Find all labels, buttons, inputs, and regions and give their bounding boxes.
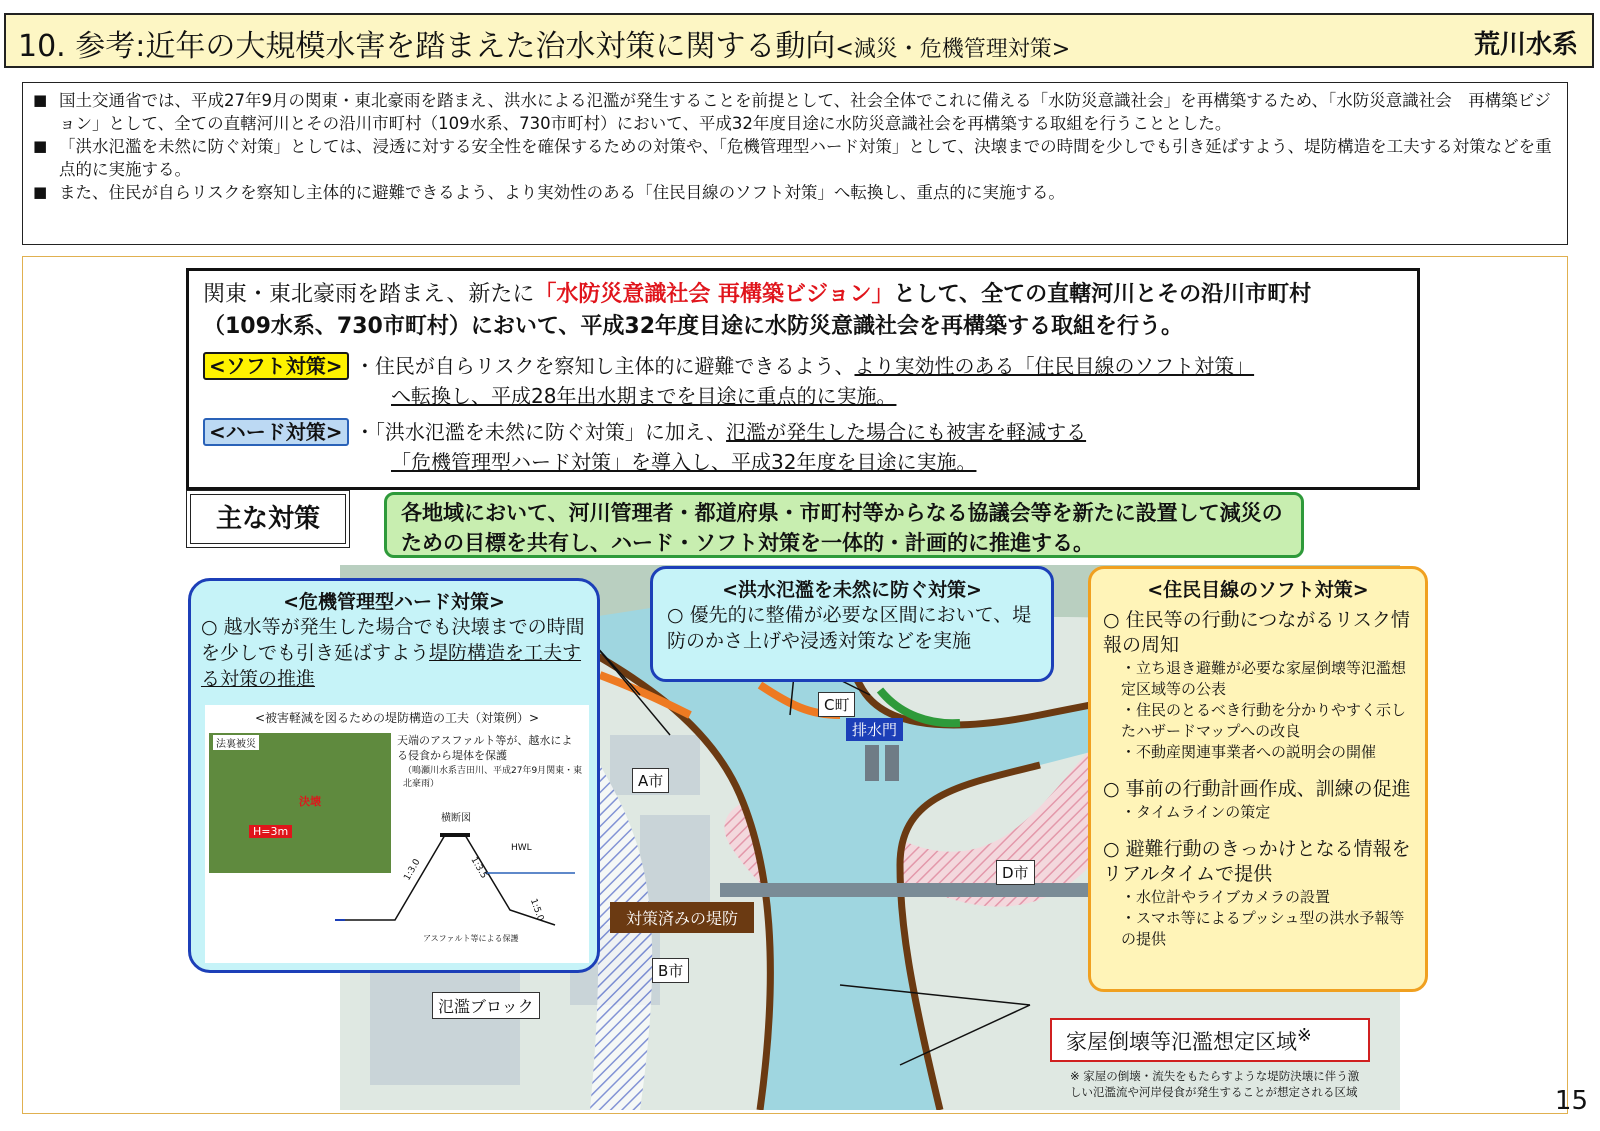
council-box: 各地域において、河川管理者・都道府県・市町村等からなる協議会等を新たに設置して減災のための目標を共有し、ハード・ソフト対策を一体的・計画的に推進する。: [384, 492, 1304, 558]
soft-heading: ○ 事前の行動計画作成、訓練の促進: [1103, 778, 1411, 800]
photo-source: （鳴瀬川水系吉田川、平成27年9月関東・東北豪雨）: [403, 766, 583, 789]
photo-label: 法裏被災: [213, 735, 259, 750]
vision-text: 関東・東北豪雨を踏まえ、新たに: [203, 282, 535, 307]
map-label-flood-block: 氾濫ブロック: [432, 992, 540, 1019]
soft-measure-tag: <ソフト対策>: [203, 352, 349, 380]
page-title: [18, 21, 1070, 65]
soft-measure-text: より実効性のある「住民目線のソフト対策」: [854, 354, 1255, 378]
soft-item: ・スマホ等によるプッシュ型の洪水予報等の提供: [1121, 909, 1405, 948]
levee-structure-figure: [205, 705, 589, 963]
main-measures-label: 主な対策: [190, 494, 346, 544]
soft-heading: ○ 避難行動のきっかけとなる情報をリアルタイムで提供: [1103, 838, 1411, 885]
crisis-hard-title: <危機管理型ハード対策>: [283, 591, 505, 613]
map-label-drain-gate: 排水門: [846, 718, 903, 741]
vision-text: （109水系、730市町村）において、平成32年度目途に水防災意識社会を再構築する取組を行う。: [203, 314, 1184, 339]
house-zone-note: ※ 家屋の倒壊・流失をもたらすような堤防決壊に伴う激しい氾濫流や河岸侵食が発生することが想定される区域: [1070, 1069, 1360, 1099]
house-collapse-zone-label: [1050, 1018, 1370, 1062]
house-zone-mark: ※: [1297, 1026, 1312, 1046]
vision-title-red: 「水防災意識社会 再構築ビジョン」: [534, 282, 894, 307]
map-label-d-city: D市: [996, 860, 1035, 885]
hard-measure-text: 「危機管理型ハード対策」を導入し、平成32年度を目途に実施。: [391, 450, 977, 474]
house-zone-text: 家屋倒壊等氾濫想定区域: [1066, 1030, 1297, 1054]
summary-bullet: ■ また、住民が自らリスクを察知し主体的に避難できるよう、より実効性のある「住民目線のソフト対策」へ転換し、重点的に実施する。: [33, 181, 1557, 204]
vision-box: [186, 268, 1420, 490]
asphalt-label: アスファルト等による保護: [423, 934, 519, 943]
map-label-c-town: C町: [818, 692, 855, 717]
slope-label: 1:5.0: [527, 897, 546, 923]
map-label-levee: 対策済みの堤防: [610, 902, 754, 933]
river-system-label: 荒川水系: [1473, 30, 1578, 60]
soft-item: ・不動産関連事業者への説明会の開催: [1121, 743, 1377, 761]
summary-box: [22, 82, 1568, 245]
crisis-hard-text: [201, 614, 587, 692]
map-label-a-city: A市: [632, 768, 669, 793]
slope-label: 1:3.5: [468, 855, 489, 881]
soft-item: ・タイムラインの策定: [1121, 803, 1271, 821]
hard-measure-row: [203, 417, 1086, 477]
height-label: H=3m: [249, 825, 292, 838]
photo-caption: 天端のアスファルト等が、越水による侵食から堤体を保護: [397, 734, 573, 762]
page-number: 15: [1554, 1086, 1588, 1116]
crisis-hard-measure-box: [188, 578, 600, 973]
photo-red-label: 決壊: [299, 795, 321, 808]
soft-item: ・水位計やライブカメラの設置: [1121, 888, 1330, 906]
summary-bullet: ■ 国土交通省では、平成27年9月の関東・東北豪雨を踏まえ、洪水による氾濫が発生することを前提として、社会全体でこれに備える「水防災意識社会」を再構築するため、「水防災意識社会 再構築ビジョン」として、全ての直轄河川とその沿川市町村（109水系、730市町村）において、平成32年度目途に水防災意識社会を再構築する取組を行うこととした。: [33, 89, 1557, 135]
soft-measure-row: [203, 351, 1254, 411]
summary-bullet: ■ 「洪水氾濫を未然に防ぐ対策」としては、浸透に対する安全性を確保するための対策や、「危機管理型ハード対策」として、決壊までの時間を少しでも引き延ばすよう、堤防構造を工夫する対策などを重点的に実施する。: [33, 135, 1557, 181]
crisis-hard-text-b: 堤防構造を工夫する対策の推進: [201, 642, 582, 690]
soft-item: ・立ち退き避難が必要な家屋倒壊等氾濫想定区域等の公表: [1121, 659, 1407, 698]
soft-box-title: <住民目線のソフト対策>: [1147, 579, 1369, 601]
soft-item: ・住民のとるべき行動を分かりやすく示したハザードマップへの改良: [1121, 701, 1407, 740]
crisis-hard-text-a: ○ 越水等が発生した場合でも決壊までの時間を少しでも引き延ばすよう: [201, 616, 585, 664]
title-bar: [4, 13, 1594, 68]
flood-prevention-text: ○ 優先的に整備が必要な区間において、堤防のかさ上げや浸透対策などを実施: [667, 604, 1032, 652]
vision-text: として、全ての直轄河川とその沿川市町村: [893, 282, 1312, 307]
resident-soft-measure-box: [1088, 566, 1428, 992]
soft-heading: ○ 住民等の行動につながるリスク情報の周知: [1103, 609, 1410, 656]
flood-prevention-title: <洪水氾濫を未然に防ぐ対策>: [722, 579, 982, 601]
hard-measure-text: ・「洪水氾濫を未然に防ぐ対策」に加え、: [354, 420, 727, 444]
hard-measure-tag: <ハード対策>: [203, 418, 349, 446]
soft-measure-text: へ転換し、平成28年出水期までを目途に重点的に実施。: [391, 384, 897, 408]
flood-prevention-box: [650, 566, 1054, 682]
figure-title: <被害軽減を図るための堤防構造の工夫（対策例）>: [254, 711, 540, 725]
bridge: [720, 883, 1140, 897]
slope-label: 1:3.0: [402, 857, 423, 883]
hwl-label: HWL: [511, 843, 532, 853]
map-label-b-city: B市: [652, 958, 689, 983]
cross-section-label: 横断図: [441, 813, 471, 824]
hard-measure-text: 氾濫が発生した場合にも被害を軽減する: [726, 420, 1087, 444]
page-title-main: 10. 参考:近年の大規模水害を踏まえた治水対策に関する動向: [18, 29, 836, 64]
soft-measure-text: ・住民が自らリスクを察知し主体的に避難できるよう、: [354, 354, 855, 378]
page-title-sub: <減災・危機管理対策>: [835, 37, 1071, 62]
vision-statement: [203, 279, 1403, 343]
